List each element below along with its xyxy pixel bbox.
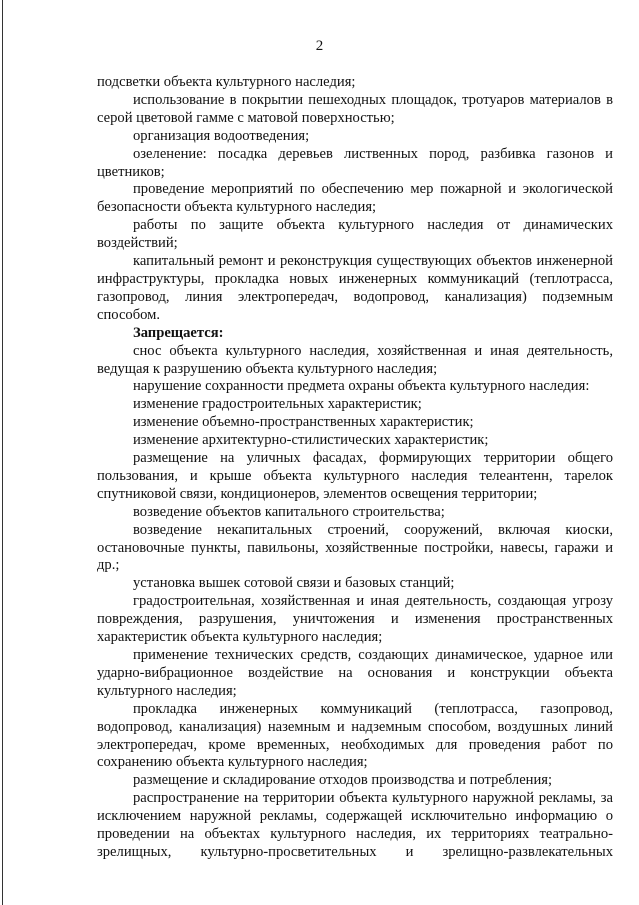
paragraph: изменение градостроительных характеристик; — [133, 396, 422, 413]
paragraph: градостроительная, хозяйственная и иная деятельность, создающая угрозу повреждения, разрушения, уничтожения и изменения пространственных характеристик объекта культурного наследия; — [97, 593, 613, 646]
paragraph: проведение мероприятий по обеспечению мер пожарной и экологической безопасности объекта культурного наследия; — [97, 181, 613, 216]
paragraph: прокладка инженерных коммуникаций (теплотрасса, газопровод, водопровод, канализация) наземным и надземным способом, воздушных линий электропередач, кроме временных, необходимых для проведения работ по сохранению объекта культурного наследия; — [97, 700, 613, 771]
paragraph: подсветки объекта культурного наследия; — [97, 74, 356, 90]
paragraph: распространение на территории объекта культурного наружной рекламы, за исключением наружной рекламы, содержащей исключительно информацию о проведении на объектах культурного наследия, их территориях театрально-зрелищных, культурно-просветительных и зрелищно-развлекательных — [97, 790, 613, 860]
page-number: 2 — [315, 38, 324, 54]
page-left-edge — [2, 0, 3, 905]
paragraph: изменение объемно-пространственных характеристик; — [133, 414, 474, 431]
paragraph: установка вышек сотовой связи и базовых станций; — [133, 575, 455, 592]
document-body — [97, 74, 613, 862]
paragraph: нарушение сохранности предмета охраны объекта культурного наследия: — [133, 378, 590, 395]
paragraph: возведение объектов капитального строительства; — [133, 503, 445, 520]
paragraph: изменение архитектурно-стилистических характеристик; — [133, 432, 489, 449]
paragraph: снос объекта культурного наследия, хозяйственная и иная деятельность, ведущая к разрушению объекта культурного наследия; — [97, 342, 613, 377]
paragraph: работы по защите объекта культурного наследия от динамических воздействий; — [97, 217, 613, 252]
paragraph: применение технических средств, создающих динамическое, ударное или ударно-вибрационное воздействие на основания и конструкции объекта культурного наследия; — [97, 647, 613, 699]
paragraph: использование в покрытии пешеходных площадок, тротуаров материалов в серой цветовой гамме с матовой поверхностью; — [97, 91, 613, 126]
paragraph: размещение на уличных фасадах, формирующих территории общего пользования, и крыше объекта культурного наследия телеантенн, тарелок спутниковой связи, кондиционеров, элементов освещения территории; — [97, 450, 613, 502]
paragraph: организация водоотведения; — [133, 127, 310, 144]
paragraph: размещение и складирование отходов производства и потребления; — [133, 772, 553, 789]
paragraph: возведение некапитальных строений, сооружений, включая киоски, остановочные пункты, павильоны, хозяйственные постройки, навесы, гаражи и др.; — [97, 521, 613, 574]
section-heading: Запрещается: — [133, 324, 224, 341]
paragraph: капитальный ремонт и реконструкция существующих объектов инженерной инфраструктуры, прокладка новых инженерных коммуникаций (теплотрасса, газопровод, линия электропередач, водопровод, канализация) подземным способом. — [97, 253, 613, 323]
paragraph: озеленение: посадка деревьев лиственных пород, разбивка газонов и цветников; — [97, 145, 613, 180]
